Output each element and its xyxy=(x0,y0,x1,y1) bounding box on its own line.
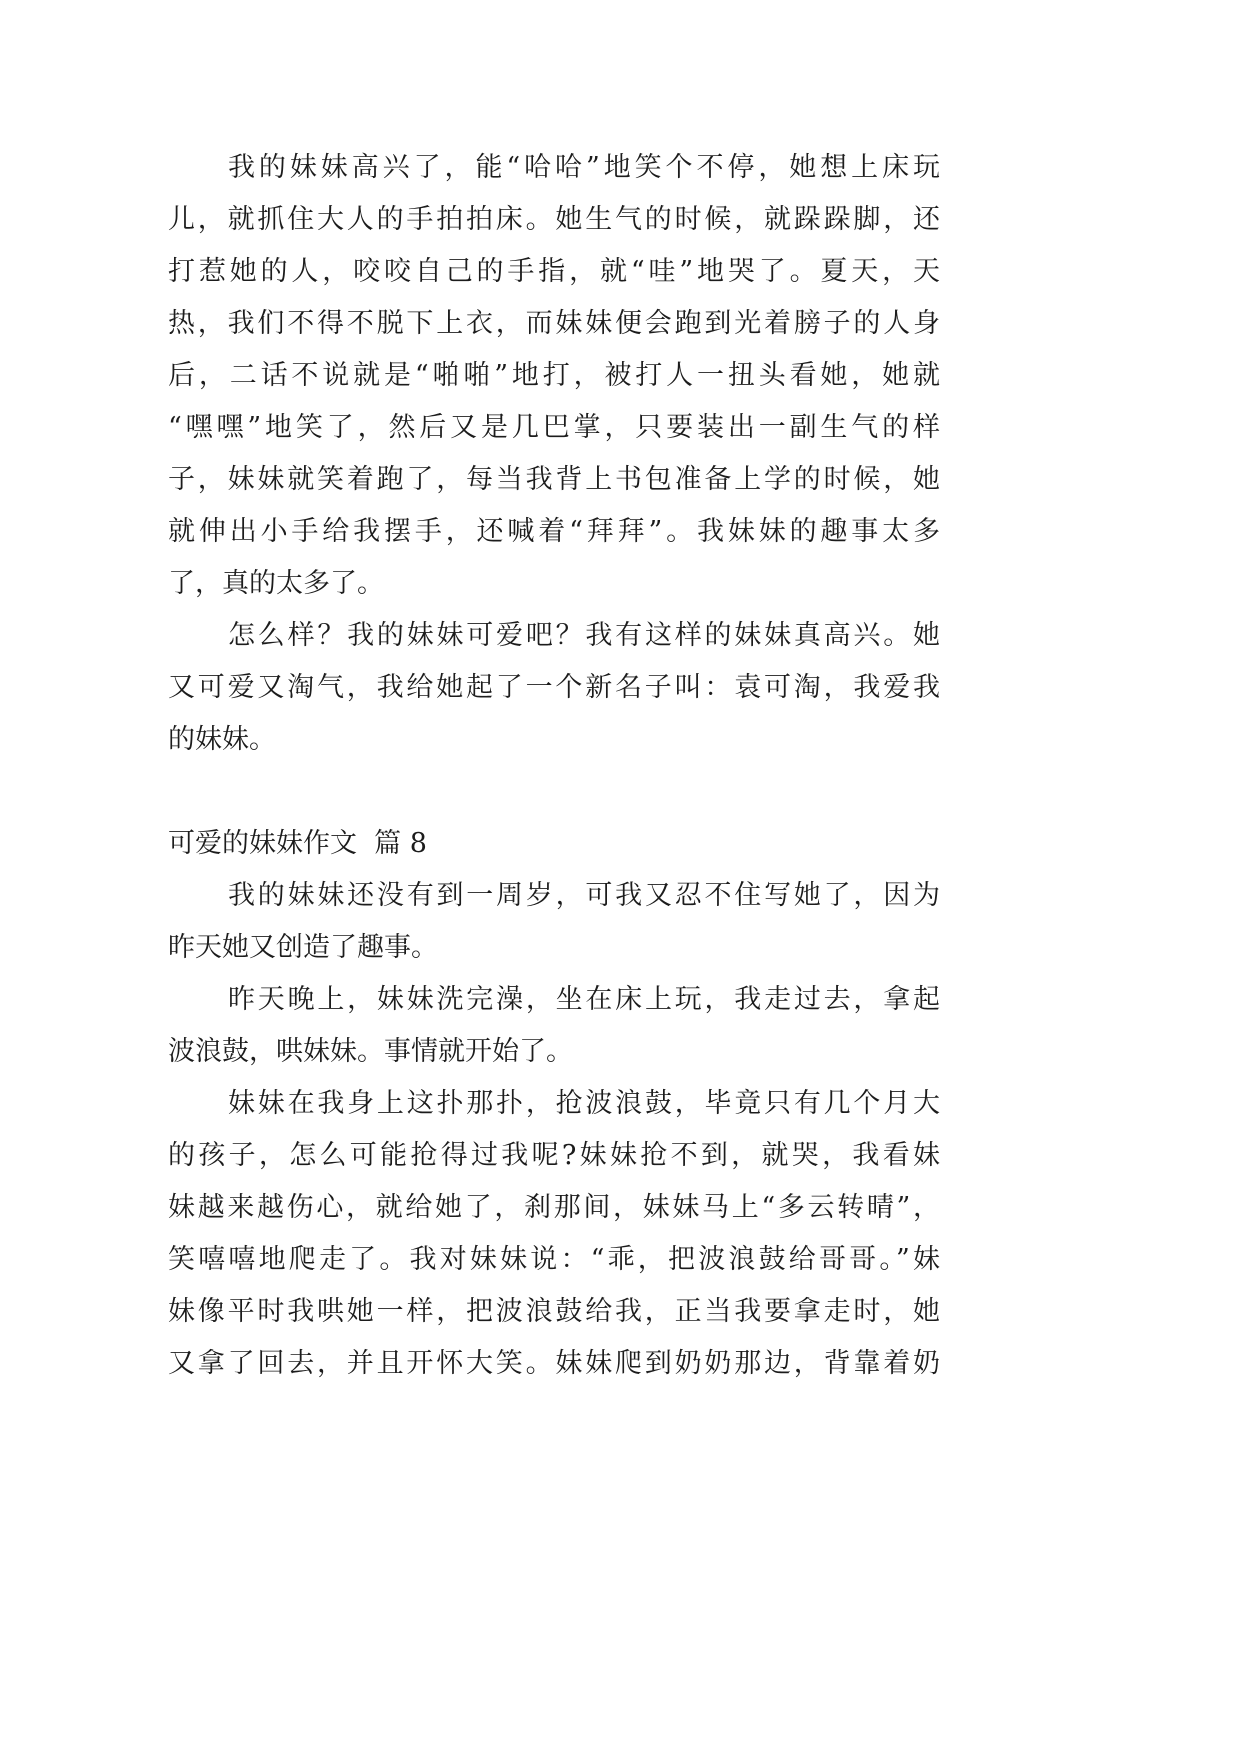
text-line: “嘿嘿”地笑了，然后又是几巴掌，只要装出一副生气的样 xyxy=(168,412,940,443)
text-line: 我的妹妹还没有到一周岁，可我又忍不住写她了，因为 xyxy=(228,880,940,911)
paragraph xyxy=(168,1078,940,1390)
text-line: 妹越来越伤心，就给她了，刹那间，妹妹马上“多云转晴”， xyxy=(168,1192,940,1223)
text-line: 打惹她的人，咬咬自己的手指，就“哇”地哭了。夏天，天 xyxy=(168,256,940,287)
text-line: 子，妹妹就笑着跑了，每当我背上书包准备上学的时候，她 xyxy=(168,464,940,495)
text-line: 妹妹在我身上这扑那扑，抢波浪鼓，毕竟只有几个月大 xyxy=(228,1088,940,1119)
text-line: 儿，就抓住大人的手拍拍床。她生气的时候，就跺跺脚，还 xyxy=(168,204,940,235)
text-line: 笑嘻嘻地爬走了。我对妹妹说：“乖，把波浪鼓给哥哥。”妹 xyxy=(168,1244,940,1275)
text-column xyxy=(168,142,940,1390)
text-line: 怎么样？我的妹妹可爱吧？我有这样的妹妹真高兴。她 xyxy=(228,620,940,651)
text-line: 了，真的太多了。 xyxy=(168,568,384,599)
text-line: 的孩子，怎么可能抢得过我呢?妹妹抢不到，就哭，我看妹 xyxy=(168,1140,940,1171)
blank-line xyxy=(168,766,940,818)
text-line: 妹像平时我哄她一样，把波浪鼓给我，正当我要拿走时，她 xyxy=(168,1296,940,1327)
text-line: 就伸出小手给我摆手，还喊着“拜拜”。我妹妹的趣事太多 xyxy=(168,516,940,547)
text-line: 又可爱又淘气，我给她起了一个新名子叫：袁可淘，我爱我 xyxy=(168,672,940,703)
text-line: 的妹妹。 xyxy=(168,724,276,755)
section-heading: 可爱的妹妹作文 篇 8 xyxy=(168,828,427,859)
paragraph xyxy=(168,142,940,610)
text-line: 昨天晚上，妹妹洗完澡，坐在床上玩，我走过去，拿起 xyxy=(228,984,940,1015)
text-line: 后，二话不说就是“啪啪”地打，被打人一扭头看她，她就 xyxy=(168,360,940,391)
text-line: 我的妹妹高兴了，能“哈哈”地笑个不停，她想上床玩 xyxy=(228,152,940,183)
text-line: 波浪鼓，哄妹妹。事情就开始了。 xyxy=(168,1036,573,1067)
text-line: 热，我们不得不脱下上衣，而妹妹便会跑到光着膀子的人身 xyxy=(168,308,940,339)
text-line: 昨天她又创造了趣事。 xyxy=(168,932,438,963)
paragraph xyxy=(168,610,940,766)
paragraph xyxy=(168,974,940,1078)
text-line: 又拿了回去，并且开怀大笑。妹妹爬到奶奶那边，背靠着奶 xyxy=(168,1348,940,1379)
paragraph xyxy=(168,870,940,974)
